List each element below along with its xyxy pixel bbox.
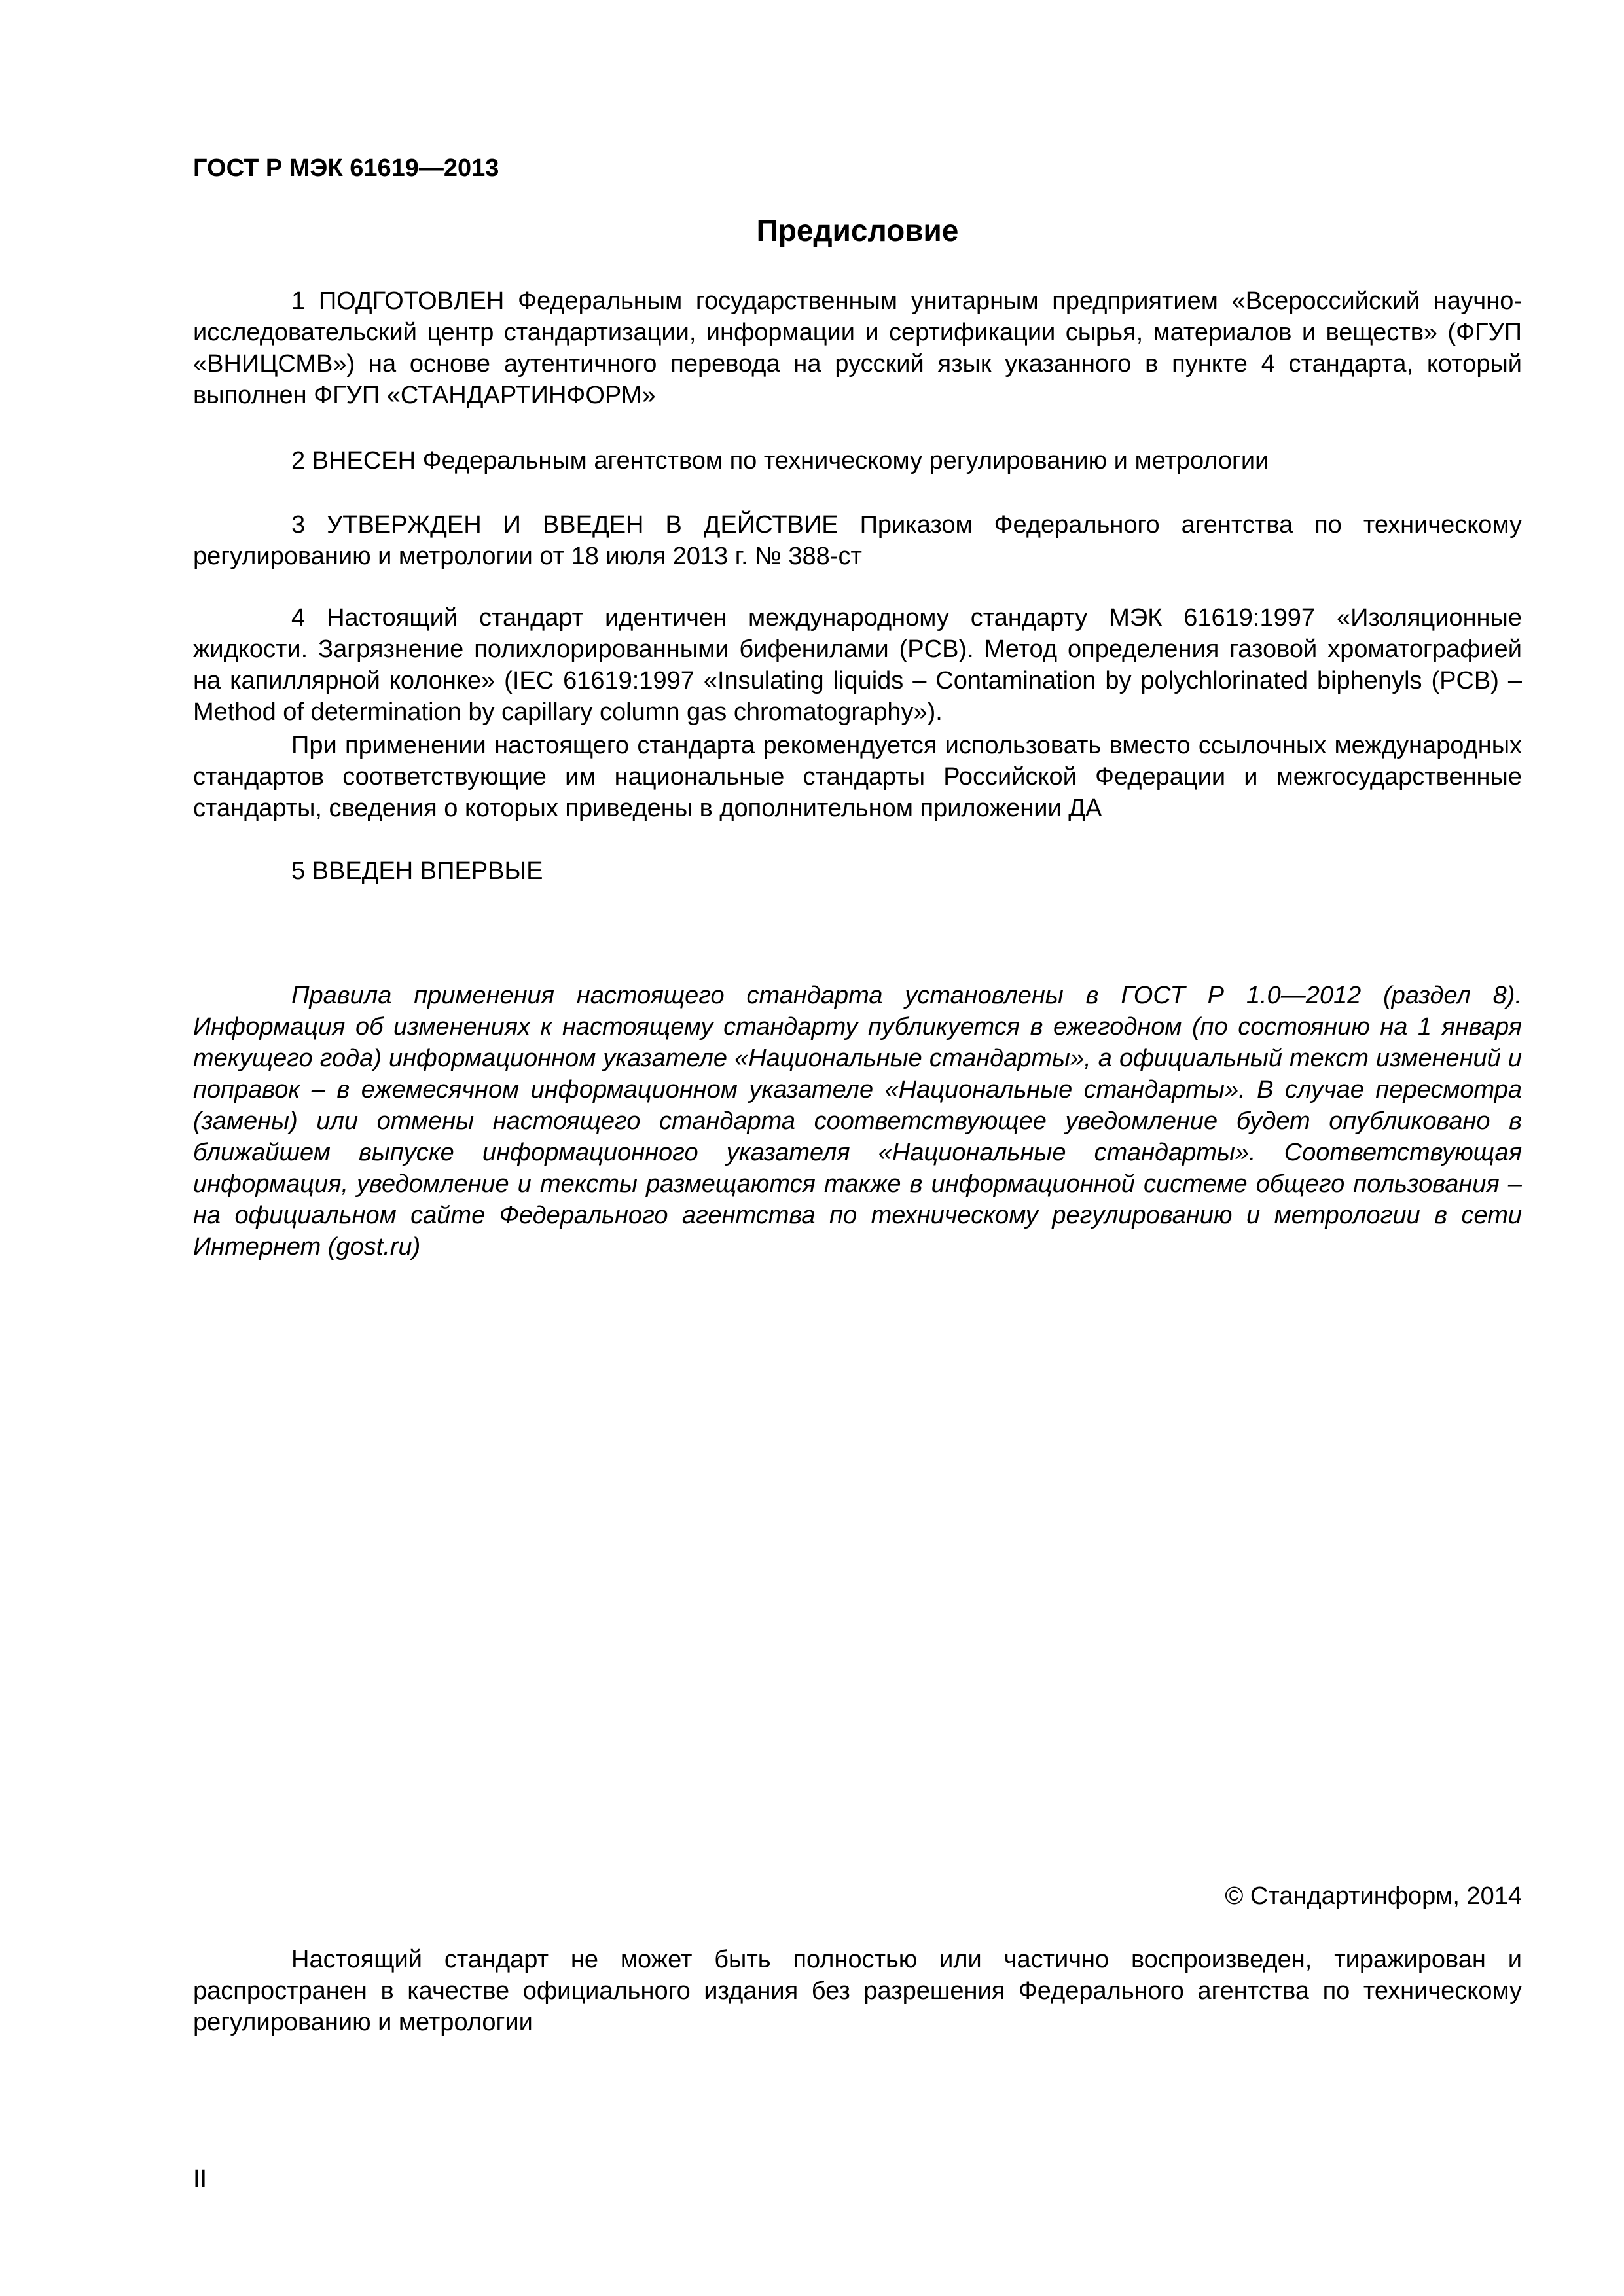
copyright-notice: © Стандартинформ, 2014: [1225, 1882, 1522, 1910]
reproduction-notice: Настоящий стандарт не может быть полностью или частично воспроизведен, тиражирован и распространен в качестве официального издания без разрешения Федерального агентства по техническому регулированию и метрологии: [193, 1946, 1522, 2036]
paragraph-first-introduced: 5 ВВЕДЕН ВПЕРВЫЕ: [291, 857, 543, 885]
page-title: Предисловие: [756, 213, 959, 247]
paragraph-approved: 3 УТВЕРЖДЕН И ВВЕДЕН В ДЕЙСТВИЕ Приказом Федерального агентства по техническому регулированию и метрологии от 18 июля 2013 г. № 388-ст: [193, 511, 1522, 570]
notice-rules-of-application: Правила применения настоящего стандарта установлены в ГОСТ Р 1.0—2012 (раздел 8). Информация об изменениях к настоящему стандарту публикуется в ежегодном (по состоянию на 1 января текущего года) информационном указателе «Национальные стандарты», а официальный текст изменений и поправок – в ежемесячном информационном указателе «Национальные стандарты». В случае пересмотра (замены) или отмены настоящего стандарта соответствующее уведомление будет опубликовано в ближайшем выпуске информационного указателя «Национальные стандарты». Соответствующая информация, уведомление и тексты размещаются также в информационной системе общего пользования – на официальном сайте Федерального агентства по техническому регулированию и метрологии в сети Интернет (gost.ru): [193, 982, 1522, 1261]
document-page: [193, 0, 1522, 2296]
paragraph-submitted-by: 2 ВНЕСЕН Федеральным агентством по техническому регулированию и метрологии: [291, 447, 1269, 475]
page-number: II: [193, 2165, 208, 2193]
standard-code-header: ГОСТ Р МЭК 61619—2013: [193, 154, 499, 182]
paragraph-prepared-by: 1 ПОДГОТОВЛЕН Федеральным государственным унитарным предприятием «Всероссийский научно-исследовательский центр стандартизации, информации и сертификации сырья, материалов и веществ» (ФГУП «ВНИЦСМВ») на основе аутентичного перевода на русский язык указанного в пункте 4 стандарта, который выполнен ФГУП «СТАНДАРТИНФОРМ»: [193, 287, 1522, 409]
paragraph-reference-standards: При применении настоящего стандарта рекомендуется использовать вместо ссылочных международных стандартов соответствующие им национальные стандарты Российской Федерации и межгосударственные стандарты, сведения о которых приведены в дополнительном приложении ДА: [193, 732, 1522, 822]
paragraph-identical-standard: 4 Настоящий стандарт идентичен международному стандарту МЭК 61619:1997 «Изоляционные жидкости. Загрязнение полихлорированными бифенилами (PCB). Метод определения газовой хроматографией на капиллярной колонке» (IEC 61619:1997 «Insulating liquids – Contamination by polychlorinated biphenyls (PCB) – Method of determination by capillary column gas chromatography»).: [193, 604, 1522, 726]
